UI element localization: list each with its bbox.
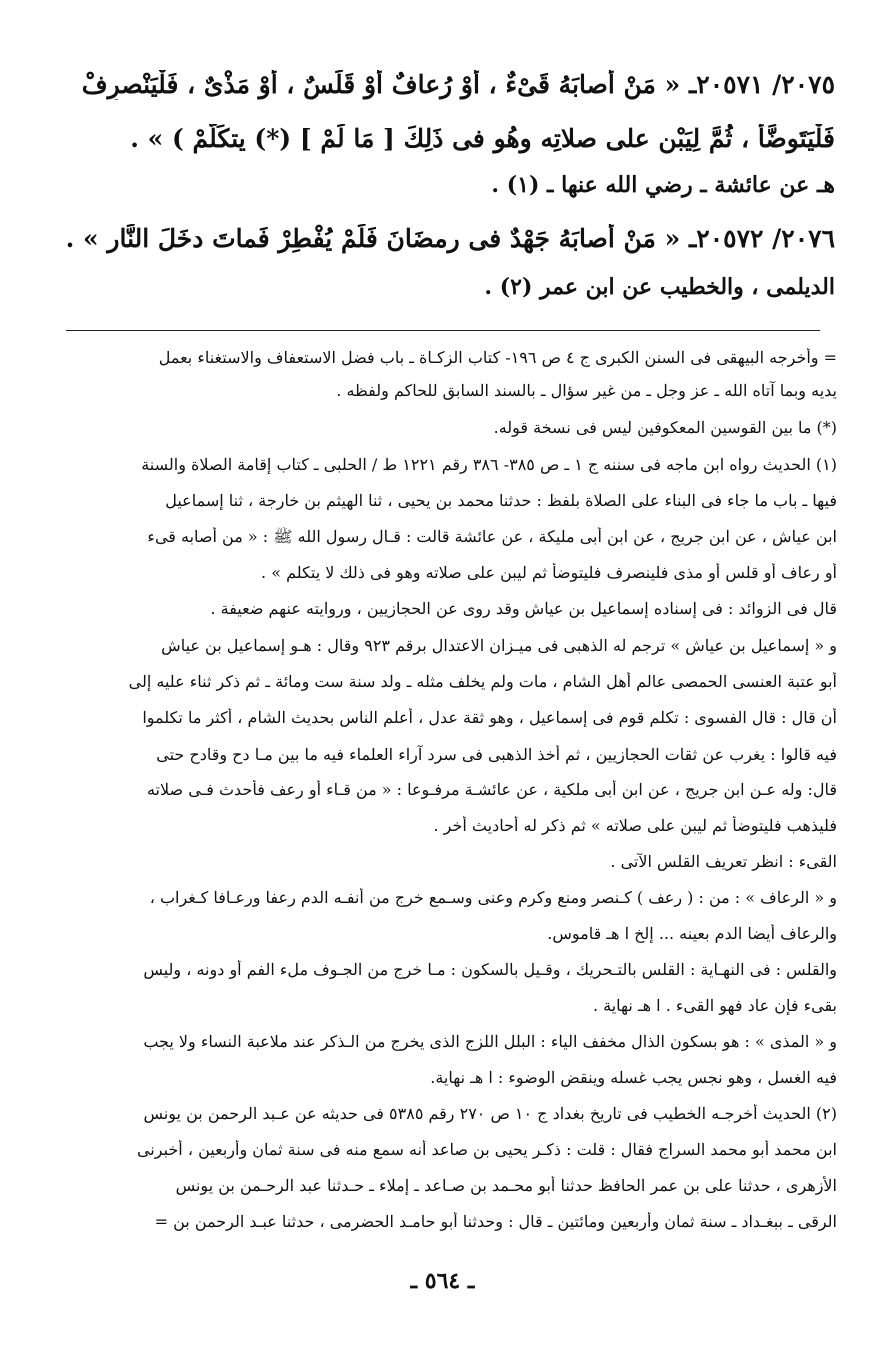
hadith-2075-source: هـ عن عائشة ـ رضي الله عنها ـ (١) .: [491, 172, 835, 198]
hadith-2075-line-2: فَلْيَتَوضَّأْ ، ثُمَّ لِيَبْنِ على صلاتِه وهُو فى ذَلِكَ [ مَا لَمْ ] (*) يتكَلَّمْ ) » .: [130, 124, 835, 153]
footnote-line: ابن محمد أبو محمد السراج فقال : قلت : ذكـر يحيى بن صاعد أنه سمع منه فى سنة ثمان وأربعين ، أخبرنى: [136, 1140, 837, 1159]
footnote-line: أو رعاف أو قلس أو مذى فلينصرف فليتوضأ ثم ليبن على صلاته وهو فى ذلك لا يتكلم » .: [261, 563, 837, 582]
footnote-line: أبو عتبة العنسى الحمصى عالم أهل الشام ، مات ولم يخلف مثله ـ ولد سنة ست ومائة ـ ثم ذكر ثناء عليه إلى: [128, 672, 837, 691]
footnote-line: فيه قالوا : يغرب عن ثقات الحجازيين ، ثم أخذ الذهبى فى سرد آراء العلماء فيه ما بين مـا دح وقادح حتى: [156, 745, 837, 764]
footnote-line: (١) الحديث رواه ابن ماجه فى سننه ج ١ ـ ص ٣٨٥- ٣٨٦ رقم ١٢٢١ ط / الحلبى ـ كتاب إقامة الصلاة والسنة: [141, 455, 837, 474]
footnote-line: والقلس : فى النهـاية : القلس بالتـحريك ، وقـيل بالسكون : مـا خرج من الجـوف ملء الفم أو دونه ، وليس: [143, 960, 837, 979]
footnote-line: و « إسماعيل بن عياش » ترجم له الذهبى فى ميـزان الاعتدال برقم ٩٢٣ وقال : هـو إسماعيل بن عياش: [161, 636, 837, 655]
hadith-2075-line-1: ٢٠٧٥/ ٢٠٥٧١ـ « مَنْ أَصابَهُ قَىْءٌ ، أَوْ رُعافٌ أَوْ قَلَسٌ ، أَوْ مَذْىٌ ، فَلْيَنْصرِفْ: [81, 70, 835, 99]
footnote-line: القىء : انظر تعريف القلس الآتى .: [610, 852, 837, 871]
footnote-line: = وأخرجه البيهقى فى السنن الكبرى ج ٤ ص ١٩٦- كتاب الزكـاة ـ باب فضل الاستعفاف والاستغناء بعمل: [158, 348, 837, 367]
footnote-line: الرقى ـ ببغـداد ـ سنة ثمان وأربعين ومائتين ـ قال : وحدثنا أبو حامـد الحضرمى ، حدثنا عبـد الرحمن بن =: [154, 1212, 837, 1231]
footnote-line: ابن عياش ، عن ابن جريج ، عن ابن أبى مليكة ، عن عائشة قالت : قـال رسول الله ﷺ : « من أصابه قىء: [147, 527, 837, 546]
footnote-line: قال فى الزوائد : فى إسناده إسماعيل بن عياش وقد روى عن الحجازيين ، وروايته عنهم ضعيفة .: [210, 599, 837, 618]
footnote-line: بقىء فإن عاد فهو القىء . ا هـ نهاية .: [592, 996, 837, 1015]
footnote-line: (٢) الحديث أخرجـه الخطيب فى تاريخ بغداد ج ١٠ ص ٢٧٠ رقم ٥٣٨٥ فى حديثه عن عـبد الرحمن بن يونس: [143, 1104, 837, 1123]
footnote-separator: [66, 330, 820, 331]
hadith-2076-line-1: ٢٠٧٦/ ٢٠٥٧٢ـ « مَنْ أَصابَهُ جَهْدٌ فى رمضَانَ فَلَمْ يُفْطِرْ فَماتَ دخَلَ النَّار » .: [65, 224, 835, 253]
footnote-line: أن قال : قال الفسوى : تكلم قوم فى إسماعيل ، وهو ثقة عدل ، أعلم الناس بحديث الشام ، أكثر ما تكلموا: [142, 708, 837, 727]
footnote-line: والرعاف أيضا الدم بعينه ... إلخ ا هـ قاموس.: [547, 924, 837, 943]
footnote-line: الأزهرى ، حدثنا على بن عمر الحافظ حدثنا أبو محـمد بن صـاعد ـ إملاء ـ حـدثنا عبد الرحـمن بن يونس: [175, 1176, 837, 1195]
footnote-line: و « الرعاف » : من : ( رعف ) كـنصر ومنع وكرم وعنى وسـمع خرج من أنفـه الدم رعفا ورعـافا كـغراب ،: [149, 888, 837, 907]
page-number: ـ ٥٦٤ ـ: [410, 1268, 475, 1294]
footnote-line: (*) ما بين القوسين المعكوفين ليس فى نسخة قوله.: [493, 418, 837, 437]
footnote-line: فيه الغسل ، وهو نجس يجب غسله وينقض الوضوء : ا هـ نهاية.: [430, 1068, 837, 1087]
hadith-2076-source: الديلمى ، والخطيب عن ابن عمر (٢) .: [484, 274, 835, 300]
footnote-line: فيها ـ باب ما جاء فى البناء على الصلاة بلفظ : حدثنا محمد بن يحيى ، ثنا الهيثم بن خارجة ، ثنا إسماعيل: [165, 491, 837, 510]
footnote-line: يديه وبما آتاه الله ـ عز وجل ـ من غير سؤال ـ بالسند السابق للحاكم ولفظه .: [336, 381, 837, 400]
footnote-line: قال: وله عـن ابن جريج ، عن ابن أبى ملكية ، عن عائشـة مرفـوعا : « من قـاء أو رعف فأحدث فـى صلاته: [146, 780, 837, 799]
footnote-line: و « المذى » : هو بسكون الذال مخفف الياء : البلل اللزج الذى يخرج من الـذكر عند ملاعبة النساء ولا يجب: [143, 1032, 837, 1051]
footnote-line: فليذهب فليتوضأ ثم ليبن على صلاته » ثم ذكر له أحاديث أخر .: [433, 816, 837, 835]
